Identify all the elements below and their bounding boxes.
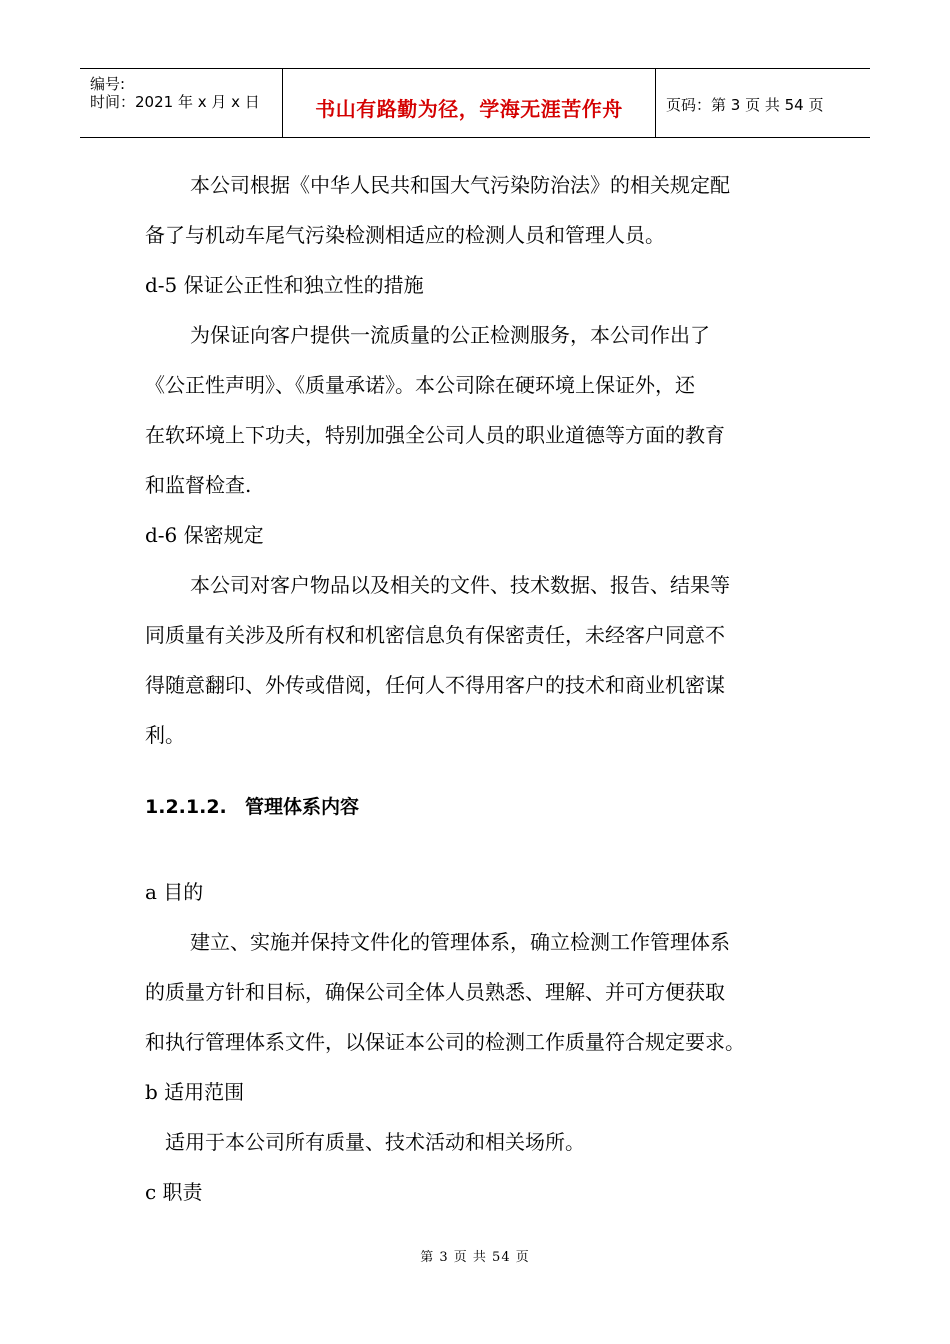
subsection-heading-c: c 职责 xyxy=(145,1180,203,1204)
subsection-heading-d6: d-6 保密规定 xyxy=(145,523,264,547)
paragraph-line: 利。 xyxy=(145,723,185,747)
page-footer: 第 3 页 共 54 页 xyxy=(420,1250,530,1265)
paragraph-line: 和监督检查. xyxy=(145,473,252,497)
paragraph-line: 为保证向客户提供一流质量的公正检测服务，本公司作出了 xyxy=(190,323,710,347)
subsection-heading-d5: d-5 保证公正性和独立性的措施 xyxy=(145,273,424,297)
paragraph-line: 本公司对客户物品以及相关的文件、技术数据、报告、结果等 xyxy=(190,573,730,597)
paragraph-line: 《公正性声明》、《质量承诺》。本公司除在硬环境上保证外，还 xyxy=(145,373,695,397)
paragraph-line: 和执行管理体系文件，以保证本公司的检测工作质量符合规定要求。 xyxy=(145,1030,745,1054)
paragraph-line: 得随意翻印、外传或借阅，任何人不得用客户的技术和商业机密谋 xyxy=(145,673,725,697)
document-number-label: 编号: xyxy=(90,75,126,93)
document-time-label: 时间：2021 年 x 月 x 日 xyxy=(90,93,260,111)
header-page-number: 页码：第 3 页 共 54 页 xyxy=(666,96,824,114)
paragraph-line: 的质量方针和目标，确保公司全体人员熟悉、理解、并可方便获取 xyxy=(145,980,725,1004)
section-title: 管理体系内容 xyxy=(245,796,360,818)
paragraph-line: 本公司根据《中华人民共和国大气污染防治法》的相关规定配 xyxy=(190,173,730,197)
paragraph-line: 建立、实施并保持文件化的管理体系，确立检测工作管理体系 xyxy=(190,930,730,954)
paragraph-line: 同质量有关涉及所有权和机密信息负有保密责任，未经客户同意不 xyxy=(145,623,725,647)
section-heading xyxy=(145,792,359,819)
page-header xyxy=(80,68,870,138)
paragraph-line: 在软环境上下功夫，特别加强全公司人员的职业道德等方面的教育 xyxy=(145,423,725,447)
subsection-heading-b: b 适用范围 xyxy=(145,1080,245,1104)
header-motto: 书山有路勤为径，学海无涯苦作舟 xyxy=(315,97,623,121)
header-meta-cell xyxy=(80,69,283,137)
header-page-cell xyxy=(656,69,870,137)
header-motto-cell xyxy=(283,69,656,137)
section-number: 1.2.1.2. xyxy=(145,796,227,818)
paragraph-line: 适用于本公司所有质量、技术活动和相关场所。 xyxy=(165,1130,585,1154)
subsection-heading-a: a 目的 xyxy=(145,880,204,904)
paragraph-line: 备了与机动车尾气污染检测相适应的检测人员和管理人员。 xyxy=(145,223,665,247)
